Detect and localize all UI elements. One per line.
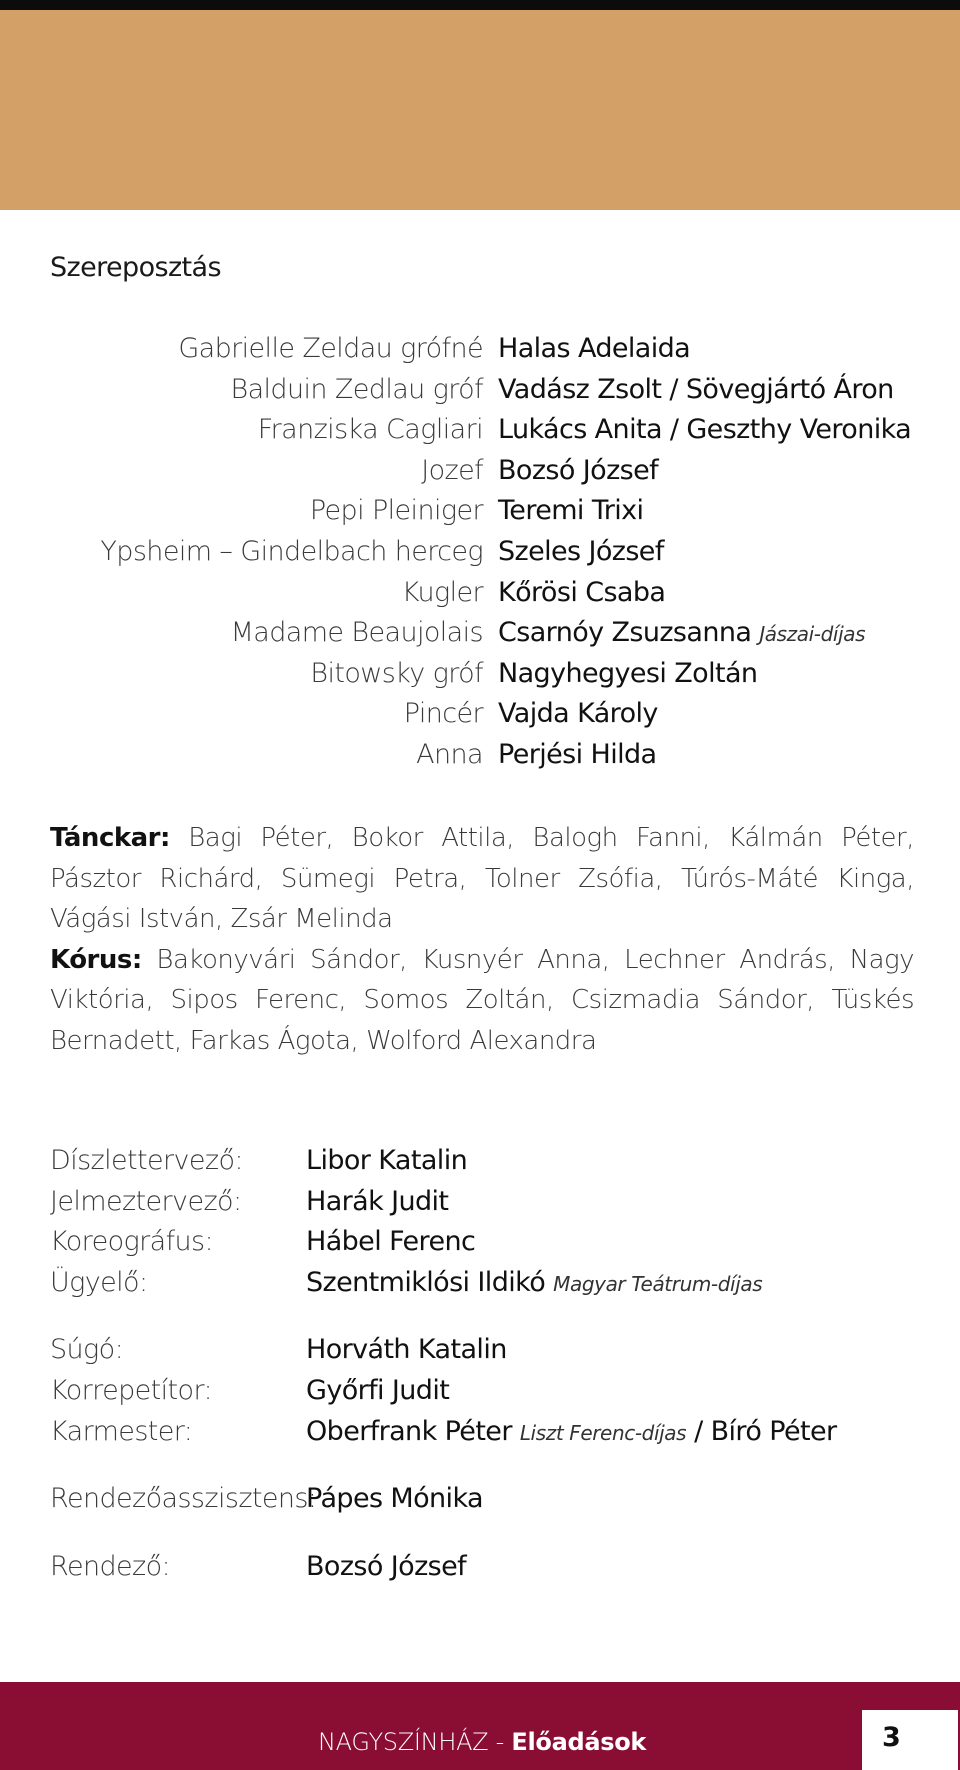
crew-name: Libor Katalin (306, 1145, 468, 1176)
crew-name-alt: Bíró Péter (710, 1415, 837, 1447)
crew-label: Koreográfus: (50, 1226, 213, 1258)
crew-name: Hábel Ferenc (306, 1226, 476, 1258)
crew-label: Díszlettervező: (50, 1145, 243, 1176)
cast-role: Jozef (421, 454, 483, 486)
cast-row (0, 333, 960, 374)
crew-row (50, 1375, 930, 1416)
crew-name: Oberfrank Péter (306, 1415, 512, 1447)
cast-actor: Bozsó József (498, 454, 659, 486)
footer-bar (0, 1682, 960, 1770)
dancers-label: Tánckar: (50, 823, 170, 853)
choir-names: Bakonyvári Sándor, Kusnyér Anna, Lechner András, Nagy Viktória, Sipos Ferenc, Somos Zoltán, Csizmadia Sándor, Tüskés Bernadett, Farkas Ágota, Wolford Alexandra (50, 944, 915, 1056)
dancers-paragraph (50, 818, 914, 940)
crew-label: Rendező: (50, 1550, 171, 1582)
actor-name: Csarnóy Zsuzsanna (498, 617, 752, 649)
crew-label: Súgó: (50, 1334, 124, 1366)
cast-actor: Halas Adelaida (498, 333, 691, 364)
crew-row (50, 1186, 930, 1227)
cast-actor: Vadász Zsolt / Sövegjártó Áron (498, 373, 894, 405)
cast-role: Madame Beaujolais (230, 617, 483, 649)
crew-row (50, 1267, 930, 1308)
page-number-box (862, 1710, 958, 1770)
footer-title (318, 1728, 646, 1756)
cast-actor: Perjési Hilda (498, 738, 657, 770)
cast-actor: Szeles József (498, 535, 664, 567)
spacer (50, 1524, 930, 1551)
footer-separator: - (488, 1728, 512, 1756)
header-banner (0, 10, 960, 210)
crew-row (50, 1145, 930, 1186)
cast-row (0, 698, 960, 739)
crew-row (50, 1226, 930, 1267)
crew-label: Korrepetítor: (50, 1374, 212, 1406)
name-separator: / (694, 1415, 703, 1447)
cast-role: Pincér (403, 698, 483, 730)
crew-label: Ügyelő: (50, 1266, 148, 1298)
spacer (50, 1456, 930, 1483)
crew-name: Győrfi Judit (306, 1374, 450, 1406)
spacer (50, 1307, 930, 1334)
crew-row (50, 1334, 930, 1375)
cast-actor (498, 617, 865, 648)
cast-row (0, 374, 960, 415)
award-note: Jászai-díjas (759, 622, 866, 647)
footer-venue: NAGYSZÍNHÁZ (318, 1728, 489, 1756)
cast-actor: Teremi Trixi (498, 495, 644, 527)
cast-row (0, 414, 960, 455)
cast-list (0, 333, 960, 780)
top-bar (0, 0, 960, 10)
cast-row (0, 658, 960, 699)
award-note: Magyar Teátrum-díjas (553, 1271, 763, 1296)
crew-value (306, 1416, 836, 1447)
choir-label: Kórus: (50, 944, 142, 975)
cast-actor: Nagyhegyesi Zoltán (498, 657, 758, 689)
crew-row (50, 1551, 930, 1592)
crew-label: Jelmeztervező: (50, 1185, 242, 1217)
cast-row (0, 577, 960, 618)
cast-role: Bitowsky gróf (310, 657, 483, 689)
dancers-names: Bagi Péter, Bokor Attila, Balogh Fanni, Kálmán Péter, Pásztor Richárd, Sümegi Petra, Tolner Zsófia, Túrós-Máté Kinga, Vágási István, Zsár Melinda (50, 823, 915, 935)
crew-label: Rendezőasszisztens: (50, 1483, 317, 1515)
crew-name: Horváth Katalin (306, 1334, 507, 1366)
cast-row (0, 495, 960, 536)
cast-role: Balduin Zedlau gróf (230, 373, 483, 405)
cast-actor: Kőrösi Csaba (498, 576, 666, 608)
crew-value (306, 1267, 762, 1298)
crew-name: Pápes Mónika (306, 1483, 483, 1515)
crew-row (50, 1416, 930, 1457)
page-number: 3 (882, 1722, 901, 1753)
crew-name: Harák Judit (306, 1185, 449, 1217)
crew-name: Bozsó József (306, 1550, 467, 1582)
choir-paragraph (50, 940, 914, 1062)
cast-actor: Lukács Anita / Geszthy Veronika (498, 414, 912, 446)
cast-actor: Vajda Károly (498, 698, 658, 730)
cast-role: Ypsheim – Gindelbach herceg (100, 535, 483, 567)
footer-section: Előadások (511, 1728, 647, 1756)
cast-role: Anna (416, 738, 483, 770)
award-note: Liszt Ferenc-díjas (519, 1420, 687, 1445)
cast-role: Gabrielle Zeldau grófné (178, 333, 483, 364)
crew-row (50, 1483, 930, 1524)
cast-role: Kugler (401, 576, 483, 608)
crew-label: Karmester: (50, 1415, 193, 1447)
section-title: Szereposztás (50, 252, 221, 283)
ensemble-section (50, 818, 914, 1062)
cast-row (0, 536, 960, 577)
cast-row (0, 739, 960, 780)
crew-list (50, 1145, 930, 1591)
cast-role: Franziska Cagliari (257, 414, 483, 446)
cast-row (0, 617, 960, 658)
cast-row (0, 455, 960, 496)
crew-name: Szentmiklósi Ildikó (306, 1266, 546, 1298)
cast-role: Pepi Pleiniger (309, 495, 483, 527)
